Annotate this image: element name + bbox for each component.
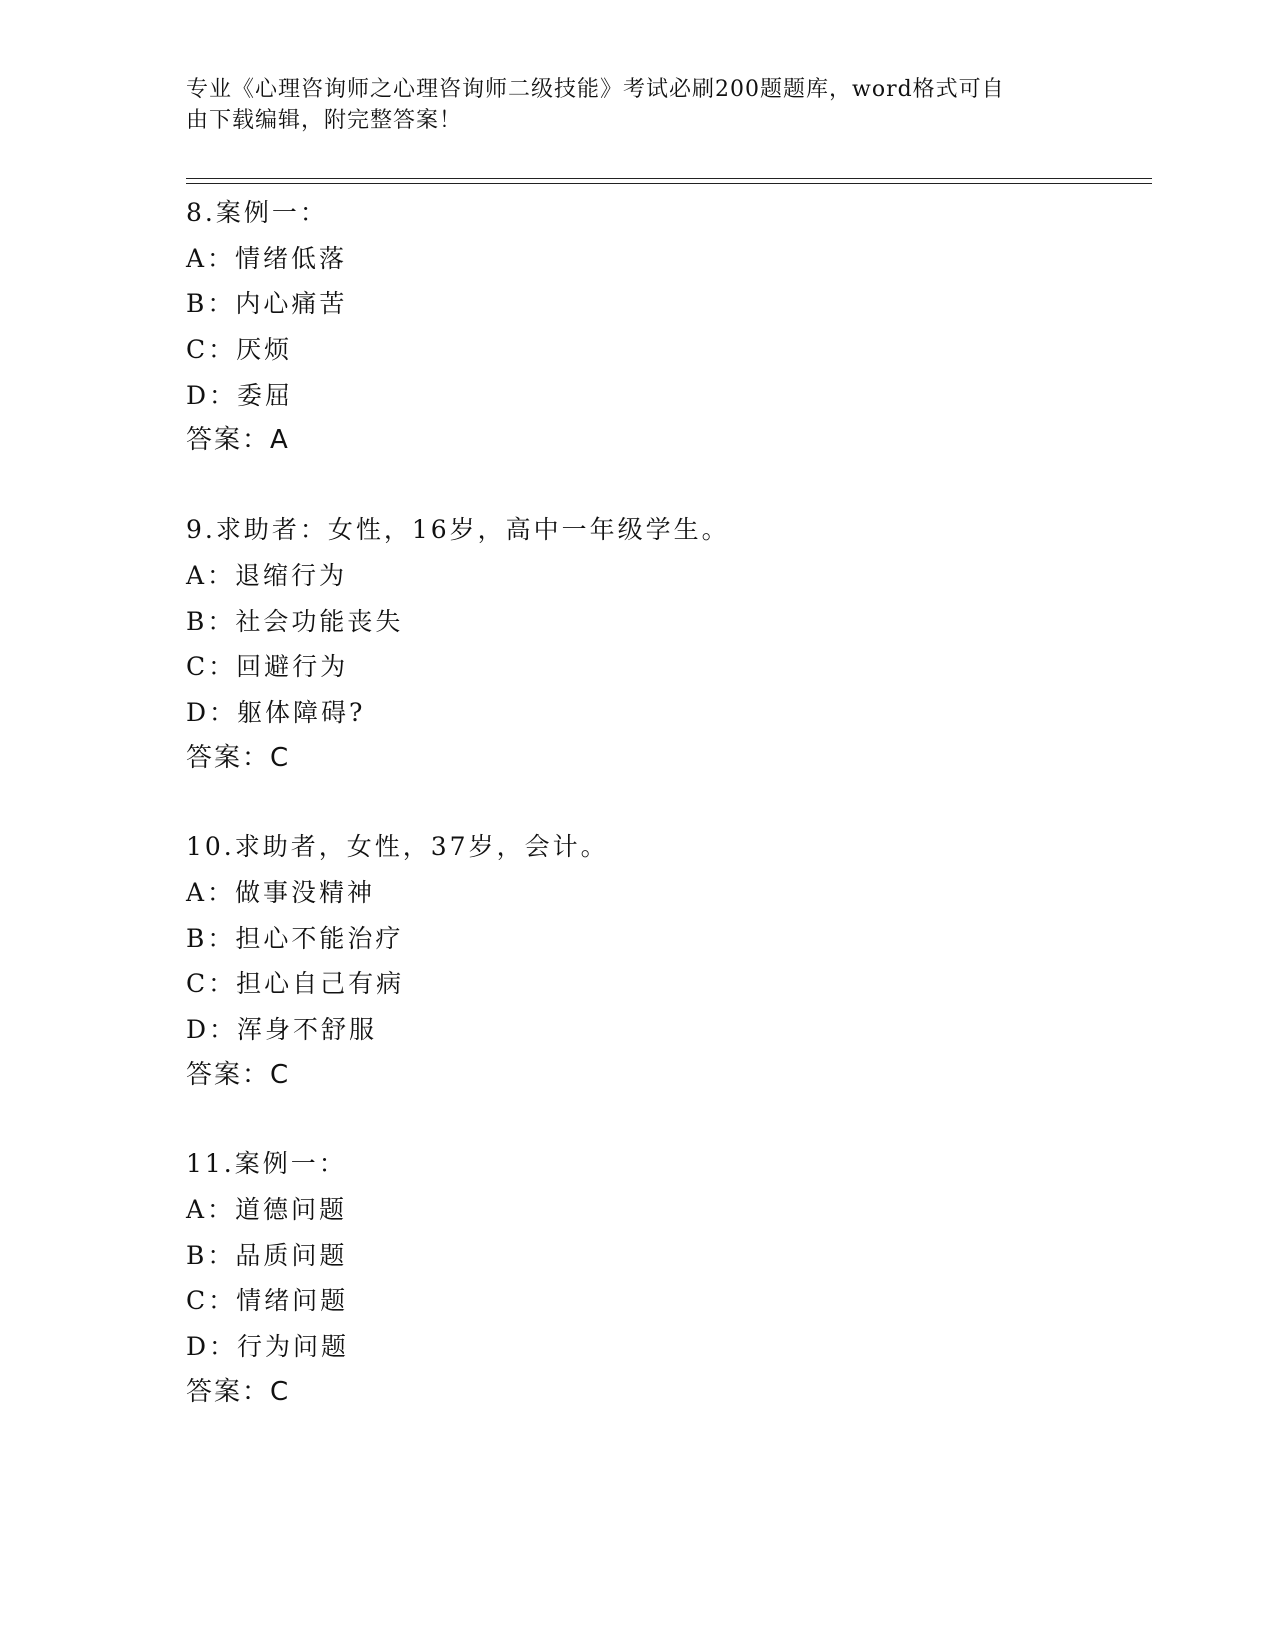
header-divider-bottom [186, 183, 1152, 184]
option-a: A：情绪低落 [186, 243, 348, 273]
option-a: A：退缩行为 [186, 560, 348, 590]
option-d: D：躯体障碍? [186, 697, 366, 727]
option-b: B：担心不能治疗 [186, 923, 404, 953]
option-d: D：行为问题 [186, 1332, 350, 1362]
question-stem: 8.案例一： [186, 198, 328, 227]
question-stem: 11.案例一： [186, 1149, 347, 1179]
question-stem: 9.求助者：女性，16岁，高中一年级学生。 [186, 515, 730, 545]
answer-line: 答案：C [186, 742, 291, 773]
option-b: B：内心痛苦 [186, 289, 348, 319]
header-line-1: 专业《心理咨询师之心理咨询师二级技能》考试必刷200题题库，word格式可自 [186, 77, 1005, 102]
option-d: D：浑身不舒服 [186, 1015, 378, 1044]
answer-line: 答案：A [186, 425, 290, 456]
question-list [186, 190, 1146, 1459]
question-8 [186, 190, 1146, 464]
question-9 [186, 507, 1146, 781]
question-10 [186, 824, 1146, 1098]
option-c: C：厌烦 [186, 335, 293, 365]
option-c: C：担心自己有病 [186, 969, 405, 999]
question-stem: 10.求助者，女性，37岁，会计。 [186, 832, 609, 862]
question-11 [186, 1141, 1146, 1415]
option-c: C：情绪问题 [186, 1286, 349, 1316]
option-b: B：社会功能丧失 [186, 606, 404, 636]
option-a: A：做事没精神 [186, 877, 376, 907]
header-divider-top [186, 178, 1152, 179]
answer-line: 答案：C [186, 1059, 291, 1090]
document-header [186, 74, 1066, 136]
header-line-2: 由下载编辑，附完整答案！ [186, 108, 463, 133]
option-a: A：道德问题 [186, 1195, 348, 1225]
answer-line: 答案：C [186, 1376, 291, 1407]
option-d: D：委屈 [186, 380, 294, 410]
option-c: C：回避行为 [186, 652, 349, 682]
option-b: B：品质问题 [186, 1240, 348, 1270]
